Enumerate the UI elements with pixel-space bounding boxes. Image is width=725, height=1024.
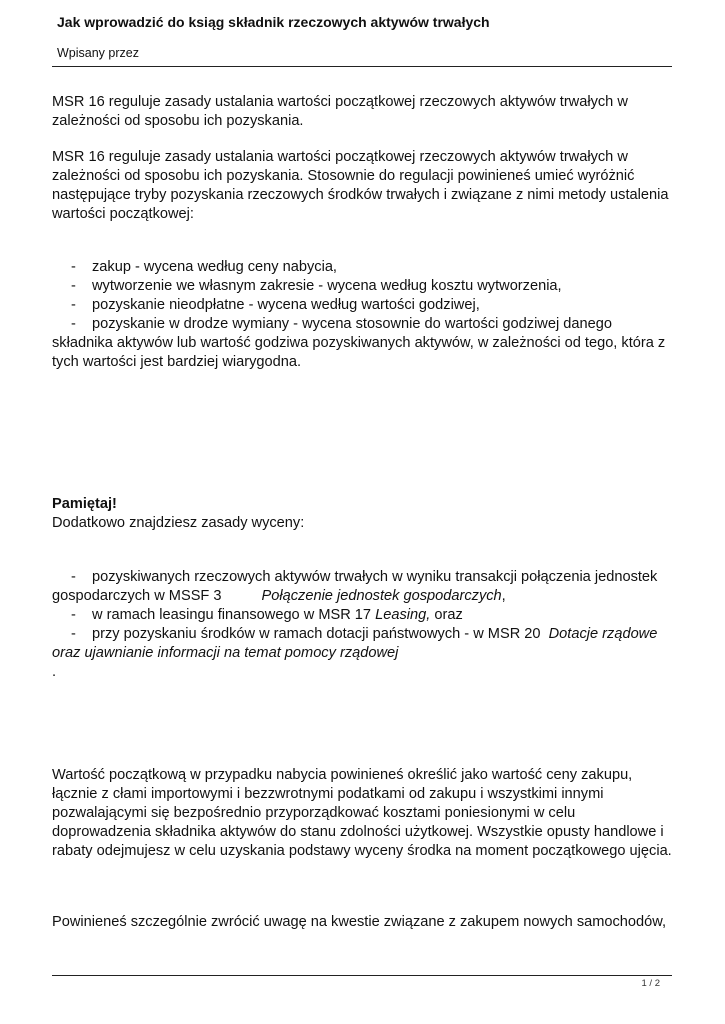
list-dash: - <box>71 259 76 275</box>
list-item-continuation <box>52 644 677 663</box>
standard-title: oraz ujawnianie informacji na temat pomocy rządowej <box>52 645 399 661</box>
remember-intro: Dodatkowo znajdziesz zasady wyceny: <box>52 515 305 531</box>
list-item-text: gospodarczych w MSSF 3 <box>52 588 222 604</box>
list-item <box>52 258 677 277</box>
text-line: Powinieneś szczególnie zwrócić uwagę na kwestie związane z zakupem nowych samochodów, <box>52 914 667 930</box>
paragraph-purchase-price <box>52 766 677 861</box>
list-item-text: pozyskanie w drodze wymiany - wycena stosownie do wartości godziwej danego <box>92 316 612 332</box>
list-item <box>52 606 677 625</box>
additional-rules-list <box>52 568 677 682</box>
text-line: zależności od sposobu ich pozyskania. <box>52 113 304 129</box>
standard-title: Leasing, <box>375 607 431 623</box>
list-item-text: wytworzenie we własnym zakresie - wycena według kosztu wytworzenia, <box>92 278 562 294</box>
list-item-text: pozyskiwanych rzeczowych aktywów trwałych w wyniku transakcji połączenia jednostek <box>92 569 658 585</box>
list-item <box>52 315 677 334</box>
list-item-text: w ramach leasingu finansowego w MSR 17 <box>92 607 372 623</box>
list-dash: - <box>71 626 76 642</box>
standard-title: Dotacje rządowe <box>548 626 658 642</box>
text-line: rabaty odejmujesz w celu uzyskania podstawy wyceny środka na moment początkowego ujęcia. <box>52 843 672 859</box>
header-divider <box>52 66 672 67</box>
list-item-continuation: . <box>52 664 57 680</box>
list-dash: - <box>71 316 76 332</box>
footer-divider <box>52 975 672 976</box>
paragraph-methods <box>52 148 677 224</box>
text-line: pozwalającymi się bezpośrednio przyporządkować kosztami poniesionymi w celu <box>52 805 576 821</box>
list-dash: - <box>71 278 76 294</box>
text-line: MSR 16 reguluje zasady ustalania wartości początkowej rzeczowych aktywów trwałych w <box>52 94 628 110</box>
list-item-continuation: składnika aktywów lub wartość godziwa pozyskiwanych aktywów, w zależności od tego, która z <box>52 335 666 351</box>
list-item <box>52 296 677 315</box>
text-line: zależności od sposobu ich pozyskania. Stosownie do regulacji powinieneś umieć wyróżnić <box>52 168 635 184</box>
list-item <box>52 277 677 296</box>
list-item-text: zakup - wycena według ceny nabycia, <box>92 259 337 275</box>
list-item-continuation: tych wartości jest bardziej wiarygodna. <box>52 354 302 370</box>
page-number: 1 / 2 <box>641 978 660 989</box>
text-line: MSR 16 reguluje zasady ustalania wartości początkowej rzeczowych aktywów trwałych w <box>52 149 628 165</box>
list-dash: - <box>71 297 76 313</box>
list-item-text: przy pozyskaniu środków w ramach dotacji państwowych - w MSR 20 <box>92 626 541 642</box>
paragraph-cars <box>52 913 677 932</box>
text-line: wartości początkowej: <box>52 206 194 222</box>
list-item-continuation <box>52 587 677 606</box>
paragraph-intro <box>52 93 677 131</box>
text-line: łącznie z cłami importowymi i bezzwrotnymi podatkami od zakupu i wszystkimi innymi <box>52 786 604 802</box>
text-line: doprowadzenia składnika aktywów do stanu zdolności użytkowej. Wszystkie opusty handlowe i <box>52 824 664 840</box>
author-line: Wpisany przez <box>57 46 139 60</box>
text-line: Wartość początkową w przypadku nabycia powinieneś określić jako wartość ceny zakupu, <box>52 767 633 783</box>
list-item <box>52 625 677 644</box>
list-item-text: oraz <box>434 607 463 623</box>
remember-block <box>52 495 677 533</box>
list-dash: - <box>71 569 76 585</box>
acquisition-list <box>52 258 677 372</box>
standard-title: Połączenie jednostek gospodarczych <box>261 588 502 604</box>
list-dash: - <box>71 607 76 623</box>
list-item <box>52 568 677 587</box>
list-item-text: , <box>501 588 506 604</box>
list-item-text: pozyskanie nieodpłatne - wycena według wartości godziwej, <box>92 297 480 313</box>
remember-heading: Pamiętaj! <box>52 496 117 512</box>
document-title: Jak wprowadzić do ksiąg składnik rzeczowych aktywów trwałych <box>57 14 490 30</box>
text-line: następujące tryby pozyskania rzeczowych środków trwałych i związane z nimi metody ustalenia <box>52 187 669 203</box>
